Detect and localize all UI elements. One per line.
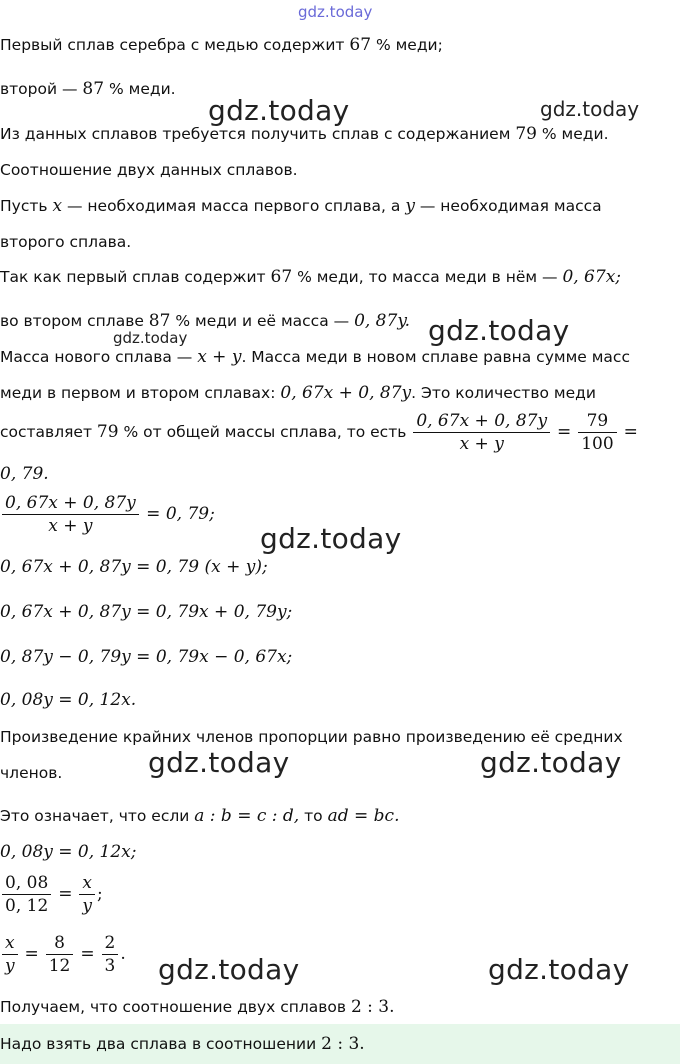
- fraction: [46, 933, 74, 976]
- math: y: [405, 196, 415, 216]
- math: 0, 87y.: [354, 311, 411, 331]
- text: % меди, то масса меди в нём —: [292, 268, 563, 286]
- watermark: gdz.today: [260, 522, 402, 555]
- math: =: [80, 944, 95, 964]
- fraction: [578, 411, 616, 454]
- math: 2 : 3.: [350, 997, 395, 1017]
- text: Так как первый сплав содержит: [0, 268, 271, 286]
- math-line: [0, 486, 215, 542]
- text: % меди.: [536, 125, 609, 143]
- watermark: gdz.today: [113, 329, 188, 347]
- math: .: [120, 944, 126, 964]
- text-line: [0, 35, 443, 55]
- text: Из данных сплавов требуется получить сплав с содержанием: [0, 125, 516, 143]
- fraction: [2, 493, 139, 536]
- text-line: [0, 997, 395, 1017]
- text-line: [0, 79, 176, 99]
- denominator: 100: [581, 434, 614, 454]
- denominator: y: [5, 956, 15, 976]
- math-line: 0, 08y = 0, 12x;: [0, 842, 137, 862]
- math: 79: [96, 422, 119, 442]
- watermark-top: gdz.today: [298, 3, 373, 21]
- text: во втором сплаве: [0, 312, 149, 330]
- text: — необходимая масса первого сплава, а: [62, 197, 406, 215]
- math: 67: [270, 267, 293, 287]
- denominator: 12: [48, 956, 71, 976]
- numerator: x: [2, 933, 18, 955]
- math-line: [0, 866, 103, 922]
- denominator: x + y: [459, 434, 504, 454]
- watermark: gdz.today: [480, 746, 622, 779]
- text: Получаем, что соотношение двух сплавов: [0, 998, 351, 1016]
- text: % меди и её масса —: [170, 312, 355, 330]
- text-line: членов.: [0, 764, 63, 782]
- math: x + y: [197, 347, 242, 367]
- math: =: [557, 422, 572, 442]
- text: . Это количество меди: [411, 384, 596, 402]
- fraction: [102, 933, 119, 976]
- text-line: [0, 404, 638, 460]
- text: Надо взять два сплава в соотношении: [0, 1035, 322, 1053]
- denominator: x + y: [48, 516, 93, 536]
- math: a : b = c : d,: [194, 806, 300, 826]
- math: 0, 67x;: [562, 267, 622, 287]
- text: Масса нового сплава —: [0, 348, 198, 366]
- text-line: [0, 267, 621, 287]
- math-line: 0, 67x + 0, 87y = 0, 79x + 0, 79y;: [0, 602, 293, 622]
- text: Первый сплав серебра с медью содержит: [0, 36, 350, 54]
- text: % от общей массы сплава, то есть: [118, 423, 407, 441]
- text-line: [0, 196, 602, 216]
- fraction: [79, 873, 95, 916]
- watermark: gdz.today: [488, 953, 630, 986]
- math: = 0, 79;: [146, 504, 215, 524]
- math: 2 : 3.: [321, 1034, 365, 1054]
- math: 0, 67x + 0, 87y: [280, 383, 412, 403]
- text-line: Соотношение двух данных сплавов.: [0, 161, 298, 179]
- text-line: [0, 311, 410, 331]
- math: ;: [97, 884, 103, 904]
- numerator: 2: [102, 933, 119, 955]
- text: меди в первом и втором сплавах:: [0, 384, 281, 402]
- text: . Масса меди в новом сплаве равна сумме масс: [241, 348, 630, 366]
- text: — необходимая масса: [414, 197, 602, 215]
- answer-text: [0, 1034, 365, 1054]
- watermark: gdz.today: [540, 97, 640, 121]
- math: 67: [349, 35, 372, 55]
- denominator: y: [82, 896, 92, 916]
- watermark: gdz.today: [158, 953, 300, 986]
- numerator: 8: [46, 933, 74, 955]
- text: составляет: [0, 423, 97, 441]
- math: 87: [148, 311, 171, 331]
- math: ad = bc.: [327, 806, 400, 826]
- text: Это означает, что если: [0, 807, 195, 825]
- math-line: 0, 67x + 0, 87y = 0, 79 (x + y);: [0, 557, 268, 577]
- math: =: [24, 944, 39, 964]
- numerator: 79: [578, 411, 616, 433]
- text-line: [0, 124, 609, 144]
- math-line: 0, 87y − 0, 79y = 0, 79x − 0, 67x;: [0, 647, 293, 667]
- watermark: gdz.today: [148, 746, 290, 779]
- fraction: [413, 411, 550, 454]
- text: второй —: [0, 80, 83, 98]
- text-line: [0, 806, 399, 826]
- text: Пусть: [0, 197, 53, 215]
- text: то: [299, 807, 328, 825]
- answer-box: [0, 1024, 680, 1064]
- text-line: [0, 383, 596, 403]
- numerator: x: [79, 873, 95, 895]
- numerator: 0, 67x + 0, 87y: [2, 493, 139, 515]
- math: x: [52, 196, 63, 216]
- math: 79: [515, 124, 537, 144]
- denominator: 3: [104, 956, 116, 976]
- math: =: [58, 884, 73, 904]
- denominator: 0, 12: [5, 896, 49, 916]
- math-line: 0, 08y = 0, 12x.: [0, 690, 137, 710]
- math: =: [623, 422, 638, 442]
- text-line: Произведение крайних членов пропорции равно произведению её средних: [0, 728, 623, 746]
- fraction: [2, 873, 51, 916]
- math: 87: [82, 79, 105, 99]
- numerator: 0, 08: [2, 873, 51, 895]
- watermark: gdz.today: [208, 94, 350, 127]
- numerator: 0, 67x + 0, 87y: [413, 411, 550, 433]
- text: % меди.: [104, 80, 176, 98]
- text-line: [0, 347, 630, 367]
- text-line: второго сплава.: [0, 233, 132, 251]
- math-line: [0, 926, 126, 982]
- text: % меди;: [371, 36, 443, 54]
- math-line: 0, 79.: [0, 464, 49, 484]
- fraction: [2, 933, 18, 976]
- watermark: gdz.today: [428, 314, 570, 347]
